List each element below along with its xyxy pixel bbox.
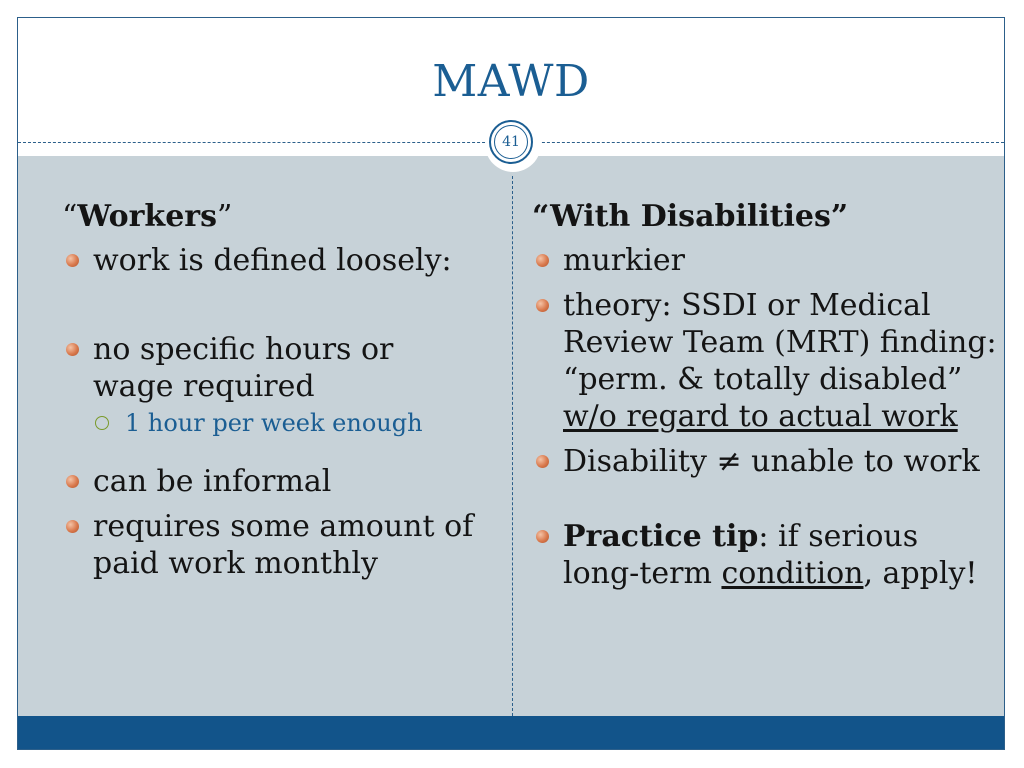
bullet-icon [536,299,549,312]
right-column [532,198,1002,592]
list-item: work is defined loosely: [62,242,482,279]
practice-tip-label: Practice tip [563,519,759,554]
bullet-icon [66,520,79,533]
left-column [62,198,482,582]
bullet-icon [66,343,79,356]
left-heading-text: Workers [77,199,217,234]
sub-list-item: 1 hour per week enough [93,407,482,439]
list-item: no specific hours or wage required 1 hour per week enough [62,331,482,439]
footer-bar [18,716,1004,750]
list-item: can be informal [62,463,482,500]
slide [17,17,1005,750]
bullet-icon [536,530,549,543]
left-heading: “Workers” [62,199,233,234]
ring-bullet-icon [95,416,109,430]
list-item: Disability ≠ unable to work [532,443,1002,480]
list-item: requires some amount of paid work monthly [62,508,482,582]
list-item: theory: SSDI or Medical Review Team (MRT) finding: “perm. & totally disabled” w/o regard to actual work [532,287,1002,435]
right-bullet-list [532,242,1002,592]
list-item: Practice tip: if serious long-term condition, apply! [532,518,1002,592]
bullet-icon [66,475,79,488]
bullet-icon [536,455,549,468]
left-bullet-list [62,242,482,582]
column-divider [512,176,513,716]
bullet-icon [66,254,79,267]
page-number: 41 [494,125,528,159]
page-number-badge [489,120,533,164]
slide-title: MAWD [432,56,590,107]
bullet-icon [536,254,549,267]
list-item: murkier [532,242,1002,279]
right-heading: “With Disabilities” [532,199,849,234]
